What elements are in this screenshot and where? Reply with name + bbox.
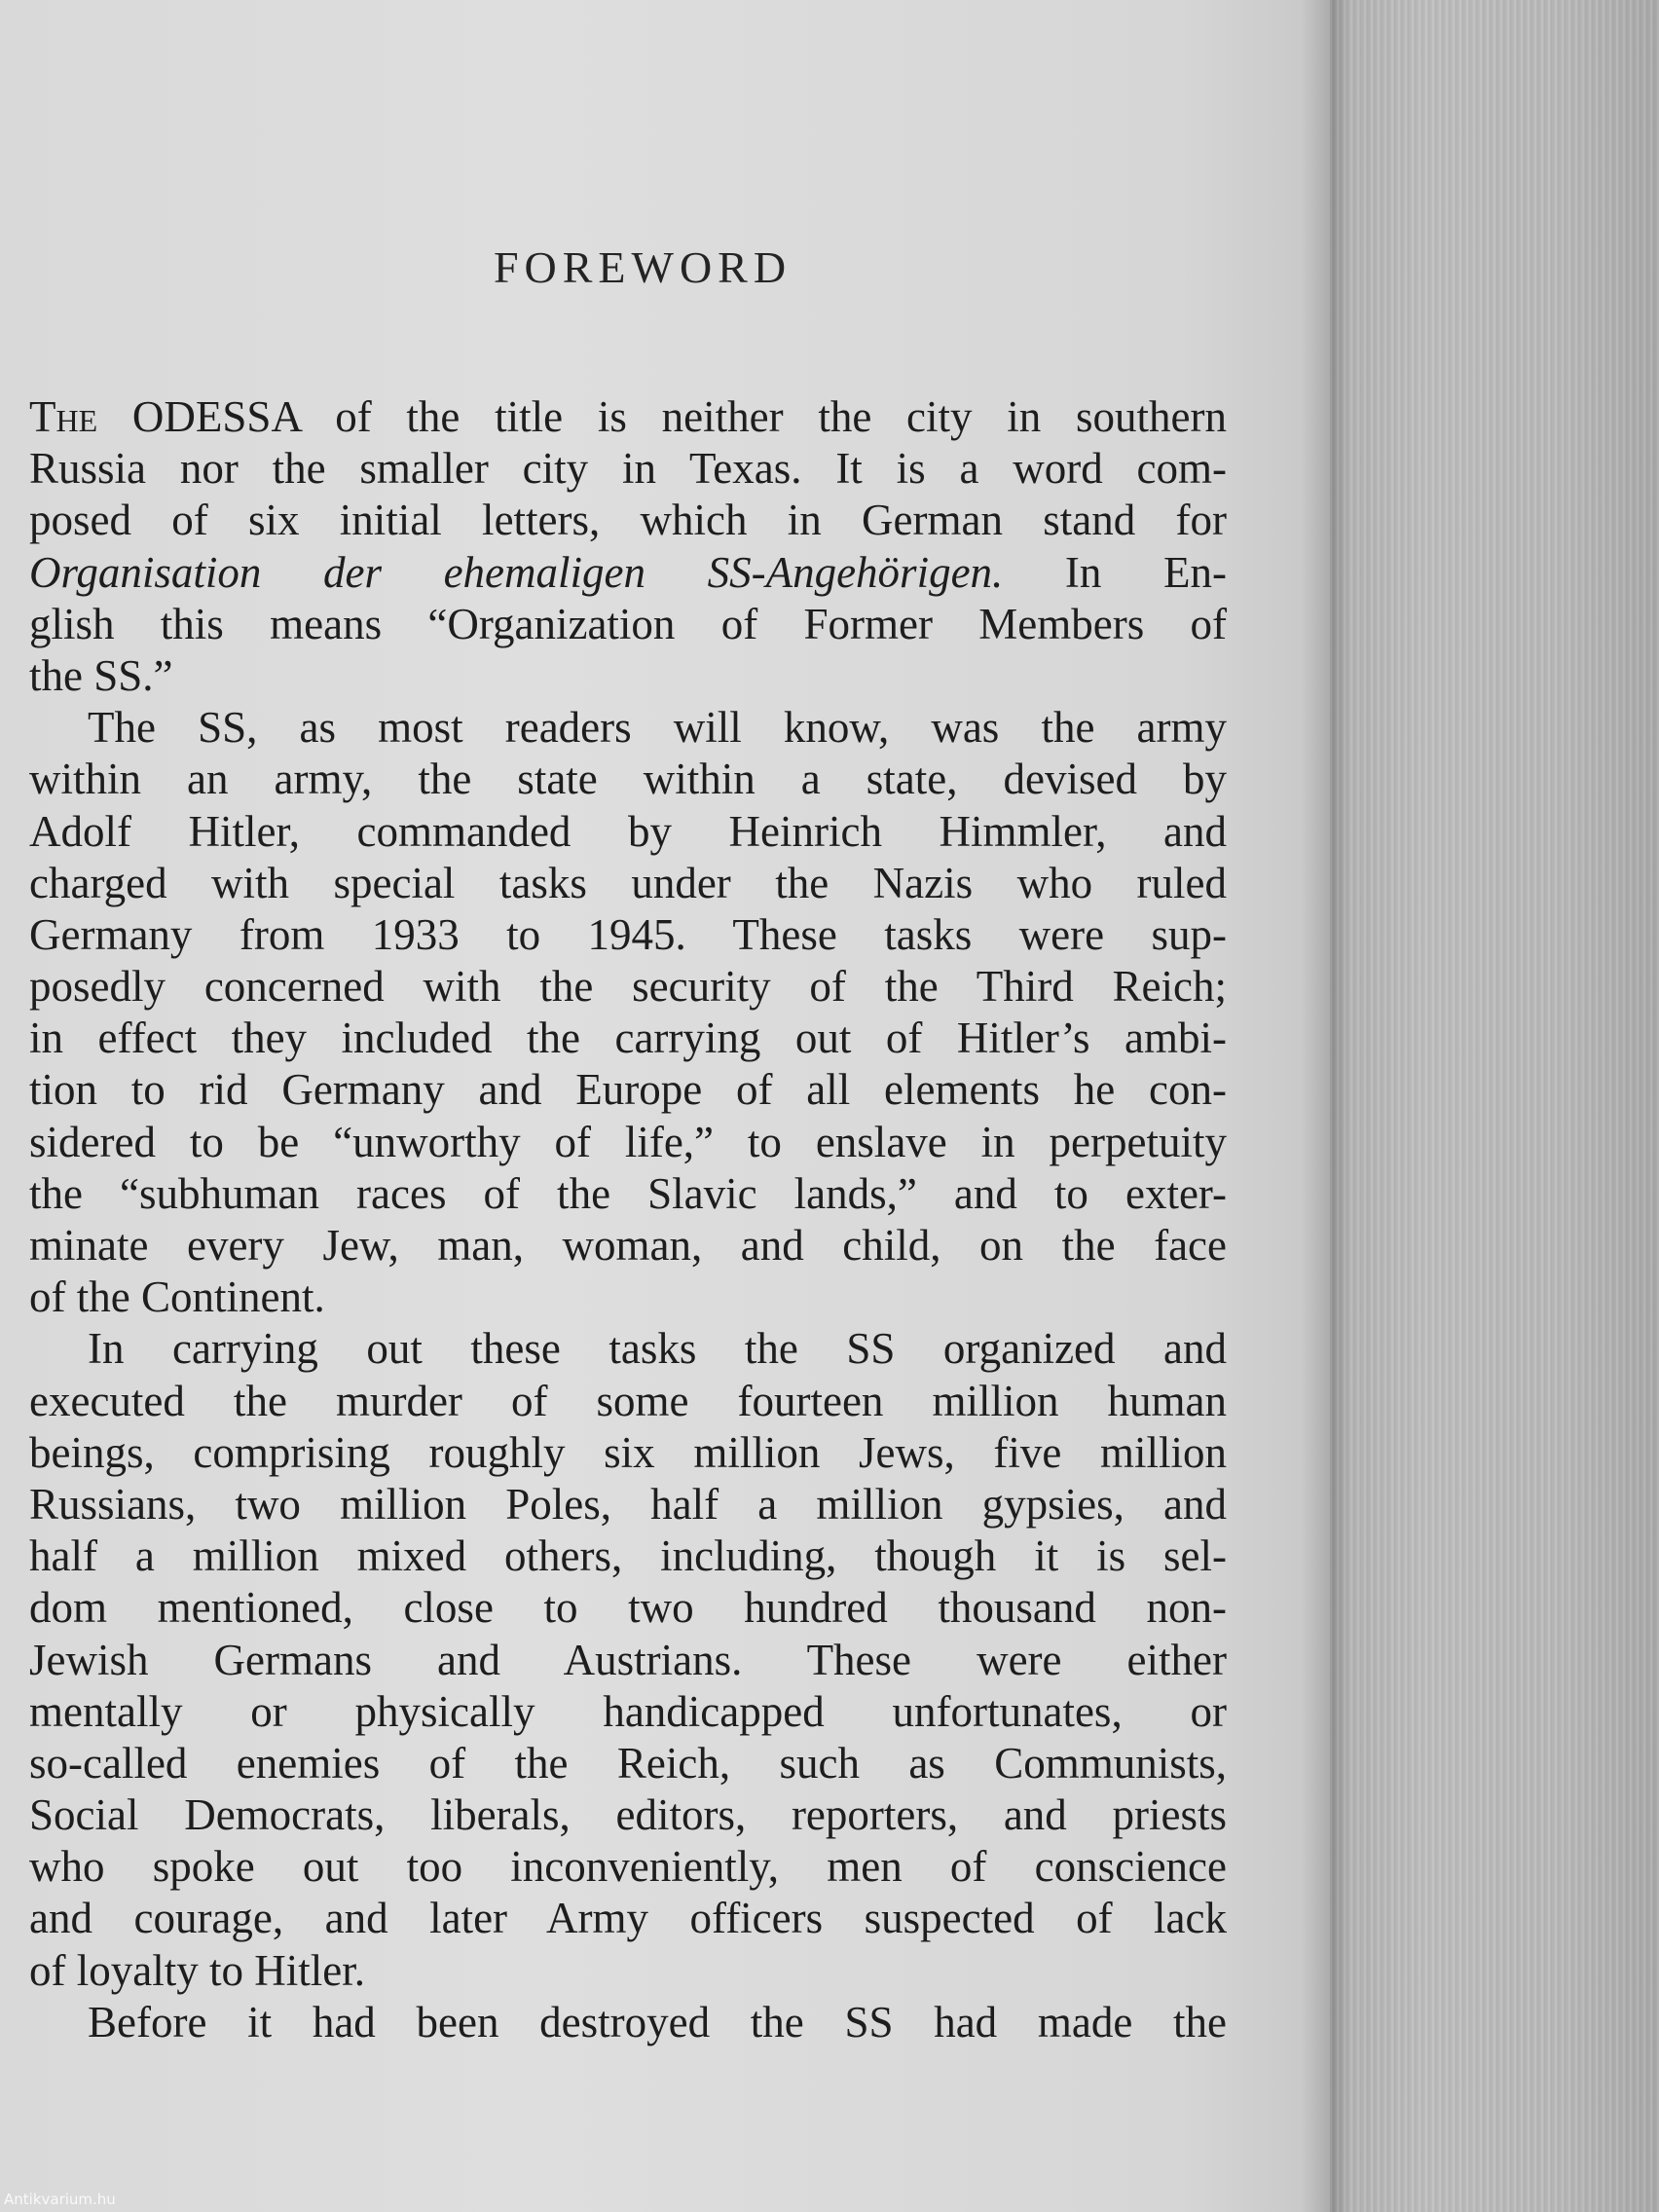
text-line: and courage, and later Army officers suspected of lack xyxy=(29,1894,1227,1943)
text-line: Organisation der ehemaligen SS-Angehörigen. In En- xyxy=(29,547,1228,597)
text-line: tion to rid Germany and Europe of all elements he con- xyxy=(29,1065,1227,1115)
text-line: glish this means “Organization of Former Members of xyxy=(29,599,1227,648)
text-line: beings, comprising roughly six million Jews, five million xyxy=(29,1427,1227,1477)
text-line: Adolf Hitler, commanded by Heinrich Himmler, and xyxy=(29,806,1227,856)
text-line: Russians, two million Poles, half a million gypsies, and xyxy=(29,1479,1227,1529)
text-line: In carrying out these tasks the SS organized and xyxy=(88,1324,1227,1374)
text-line: who spoke out too inconveniently, men of conscience xyxy=(29,1842,1227,1892)
text-line: the “subhuman races of the Slavic lands,” and to exter- xyxy=(29,1168,1227,1218)
text-line: The SS, as most readers will know, was the army xyxy=(88,703,1227,753)
text-line: half a million mixed others, including, though it is sel- xyxy=(29,1531,1227,1581)
text-line: Before it had been destroyed the SS had made the xyxy=(88,1997,1227,2046)
text-line: in effect they included the carrying out of Hitler’s ambi- xyxy=(29,1014,1227,1063)
page-title: FOREWORD xyxy=(493,242,793,292)
text-line: posed of six initial letters, which in German stand for xyxy=(29,496,1227,545)
text-line: mentally or physically handicapped unfortunates, or xyxy=(29,1686,1227,1736)
book-page-edges xyxy=(1330,0,1659,2212)
text-line: posedly concerned with the security of the Third Reich; xyxy=(29,962,1227,1012)
text-line: Russia nor the smaller city in Texas. It is a word com- xyxy=(29,444,1227,494)
text-line: sidered to be “unworthy of life,” to enslave in perpetuity xyxy=(29,1117,1227,1166)
text-line: of the Continent. xyxy=(29,1272,325,1322)
text-line: dom mentioned, close to two hundred thousand non- xyxy=(29,1583,1227,1633)
text-line: Jewish Germans and Austrians. These were either xyxy=(29,1635,1227,1684)
text-line: the SS.” xyxy=(29,650,173,700)
text-line: Germany from 1933 to 1945. These tasks were sup- xyxy=(29,909,1227,959)
watermark: Antikvarium.hu xyxy=(4,2191,116,2208)
text-line: of loyalty to Hitler. xyxy=(29,1945,365,1995)
text-line: within an army, the state within a state, devised by xyxy=(29,755,1227,804)
text-line: charged with special tasks under the Nazis who ruled xyxy=(29,858,1227,907)
text-line: minate every Jew, man, woman, and child, on the face xyxy=(29,1221,1227,1270)
text-line: Social Democrats, liberals, editors, reporters, and priests xyxy=(29,1790,1227,1840)
text-line: The ODESSA of the title is neither the city in southern xyxy=(29,392,1227,441)
text-line: executed the murder of some fourteen million human xyxy=(29,1376,1227,1425)
text-line: so-called enemies of the Reich, such as Communists, xyxy=(29,1738,1227,1788)
foreword-text xyxy=(29,391,1227,2048)
